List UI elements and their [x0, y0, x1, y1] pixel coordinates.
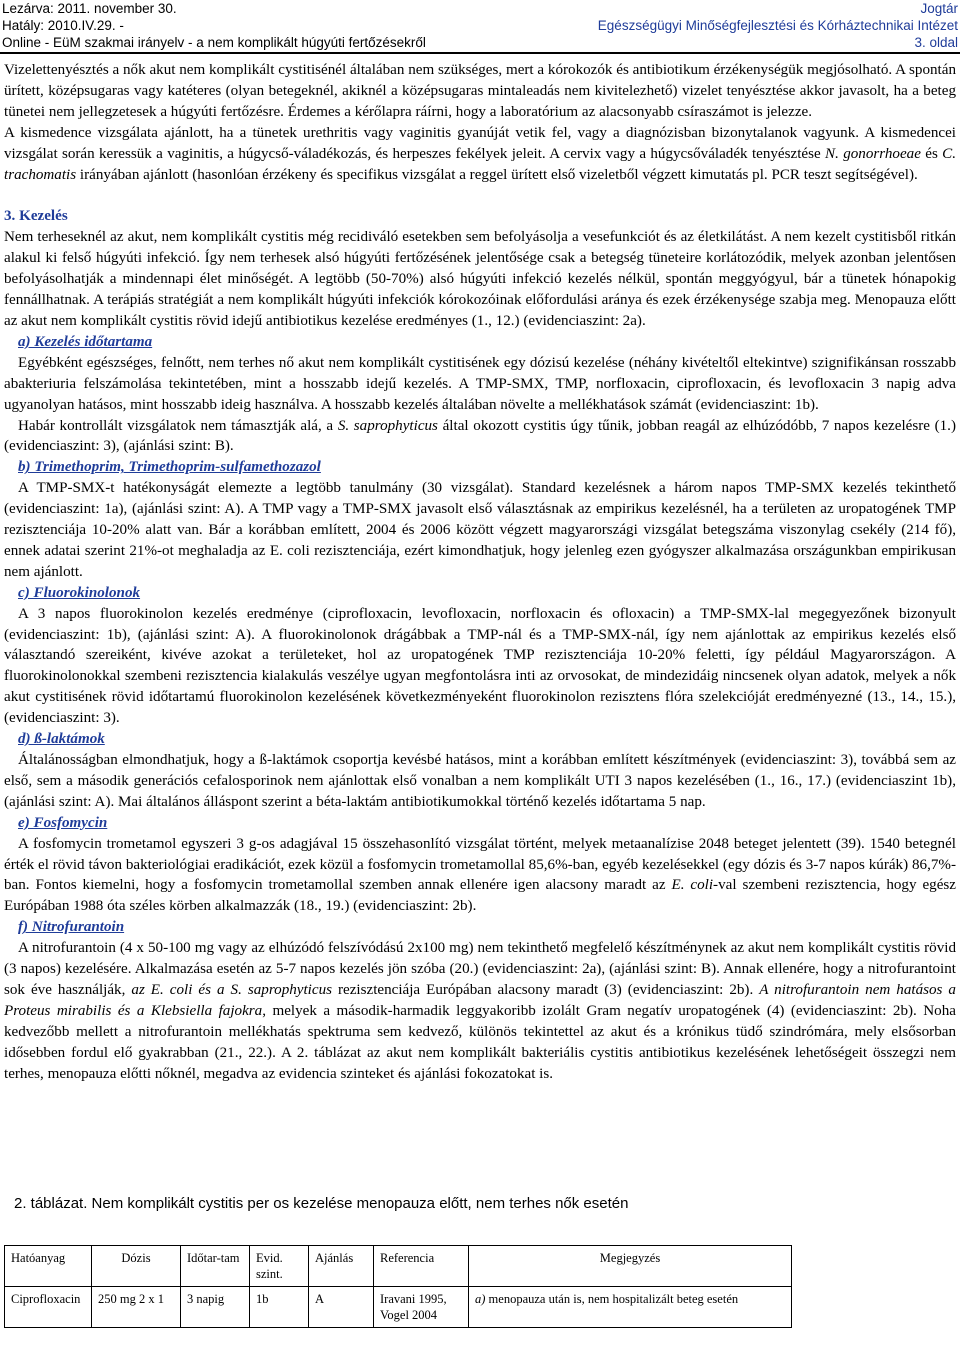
treatment-table: [4, 1245, 792, 1328]
paragraph-tmp: A TMP-SMX-t hatékonyságát elemezte a legtöbb tanulmány (30 vizsgálat). Standard kezelésnek a három napos TMP-SMX kezelés tekinthető (evidenciaszint: 1a), (ajánlási szint: A). A TMP vagy a TMP-SMX javasolt első választásnak az empirikus kezelésnél, ha a területen az uropatogének TMP rezisztenciája 10-20% alatt van. Bár a korábban említett, 2004 és 2006 között végzett magyarországi vizsgálat betegszáma viszonylag csekély (214 fő), ennek adatai szerint 21%-ot meghaladja az E. coli rezisztenciája, ezért kimondhatjuk, hogy jelenleg ezen gyógyszer alkalmazása országunkban empirikusan nem ajánlott.: [4, 480, 956, 580]
paragraph-beta-lactams: Általánosságban elmondhatjuk, hogy a ß-laktámok csoportja kevésbé hatásos, mint a korábban említett készítmények (evidenciaszint: 3), továbbá sem az első, sem a második generációs cefalosporinok nem ajánlottak első vonalban a nem komplikált UTI 3 napos kezelésében (1., 16., 17.) (evidenciaszint 1b), (ajánlási szint: A). Mai általános álláspont szerint a béta-laktám antibiotikumokkal történő kezelés időtartama 5 nap.: [4, 752, 956, 810]
table-header-cell: Referencia: [374, 1246, 469, 1287]
header-page-number: 3. oldal: [914, 35, 958, 50]
subheading-duration: a) Kezelés időtartama: [18, 333, 153, 350]
subheading-tmp: b) Trimethoprim, Trimethoprim-sulfamethozazol: [18, 459, 321, 476]
table-header-cell: Evid. szint.: [250, 1246, 309, 1287]
subheading-beta-lactams-wrap: [4, 729, 956, 750]
table-caption: 2. táblázat. Nem komplikált cystitis per os kezelése menopauza előtt, nem terhes nők esetén: [14, 1195, 629, 1212]
header-closed-date: Lezárva: 2011. november 30.: [2, 1, 177, 16]
subheading-fluoroquinolones: c) Fluorokinolonok: [18, 584, 141, 601]
section-heading-treatment: 3. Kezelés: [4, 208, 68, 225]
table-row: [5, 1287, 792, 1328]
table-cell-dose: 250 mg 2 x 1: [92, 1287, 181, 1328]
subheading-fosfomycin: e) Fosfomycin: [18, 814, 108, 831]
subheading-nitrofurantoin: f) Nitrofurantoin: [18, 919, 125, 936]
document-body: [4, 60, 956, 1085]
paragraph-duration-1: Egyébként egészséges, felnőtt, nem terhes nő akut nem komplikált cystitisének egy dózisú kezelése (néhány kivételtől eltekintve) szignifikánsan rosszabb abakteriuria felszámolása tekintetében, mint a hosszabb idejű kezelés. A TMP-SMX, TMP, norfloxacin, ciprofloxacin, és levofloxacin 3 napig adva ugyanolyan hatásos, mint hosszabb ideig használva. A hosszabb kezelés általában növelte a mellékhatások számát (evidenciaszint: 1b).: [4, 354, 956, 413]
header-divider: [0, 52, 960, 54]
table-header-cell: Megjegyzés: [469, 1246, 792, 1287]
header-left: [2, 0, 426, 51]
paragraph-fluoroquinolones: A 3 napos fluorokinolon kezelés eredménye (ciprofloxacin, levofloxacin, norfloxacin és ofloxacin) a TMP-SMX-lal megegyezőnek bizonyult (evidenciaszint: 1b), (ajánlási szint: A). A fluorokinolonok drágábbak a TMP-nál és a TMP-SMX-nál, így nem ajánlottak az empirikus kezelés első választandó szereiként, kivéve azokat a területeket, hol az uropatogének TMP rezisztenciája 10-20% feletti, így például Magyarországon. A fluorokinolonokkal szembeni rezisztencia kialakulás veszélye ugyan megfontolásra inti az orvosokat, de mindezidáig nincsenek olyan adatok, melyek a nők akut cystitisének rövid időtartamú fluorokinolon kezelésének következményeként fluorokinolon rezisztens flóra szelekcióját eredményezné (13., 14., 15.), (evidenciaszint: 3).: [4, 605, 956, 727]
subheading-duration-wrap: [4, 332, 956, 353]
table-header-cell: Hatóanyag: [5, 1246, 92, 1287]
spacer: [4, 185, 956, 206]
paragraph-nitrofurantoin: A nitrofurantoin (4 x 50-100 mg vagy az elhúzódó felszívódású 2x100 mg) nem tekinthető megfelelő készítménynek az akut nem komplikált cystitis rövid (3 napos) kezelésére. Alkalmazása esetén az 5-7 napos kezelés jön szóba (20.) (evidenciaszint: 2a), (ajánlási szint: B). Annak ellenére, hogy a nitrofurantoint sok éve használják, az E. coli és a S. saprophyticus rezisztenciája Európában alacsony maradt (3) (evidenciaszint: 2b). A nitrofurantoin nem hatásos a Proteus mirabilis és a Klebsiella fajokra, melyek a második-harmadik leggyakoribb izolált Gram negatív uropatogének (4) (evidenciaszint: 2b). Noha kedvezőbb mellett a nitrofurantoin mellékhatás spektruma sem kedvező, különös tekintettel az akut és a krónikus tüdő szindrómára, mely elsősorban idősebben fordul elő gyakrabban (21., 22.). A 2. táblázat az akut nem komplikált bakteriális cystitis antibiotikus kezelésének lehetőségeit összegzi nem terhes, menopauza előtti nőknél, megadva az evidencia szinteket és ajánlási fokozatokat is.: [4, 940, 956, 1082]
subheading-tmp-wrap: [4, 457, 956, 478]
header-publisher: Jogtár: [920, 1, 958, 16]
table-cell-drug: Ciprofloxacin: [5, 1287, 92, 1328]
page-header: [0, 0, 960, 56]
subheading-beta-lactams: d) ß-laktámok: [18, 731, 105, 748]
paragraph-culture: Vizelettenyésztés a nők akut nem komplikált cystitisénél általában nem szükséges, mert a kórokozók és antibiotikum érzékenységük megjósolható. A spontán ürített, középsugaras vagy katéteres (olyan betegeknél, akiknél a középsugaras mintaleadás nem kivitelezhető) vizelet tenyésztése akkor javasolt, ha a beteg tünetei nem jellegzetesek a húgyúti fertőzésre. Érdemes a kérőlapra ráírni, hogy a laboratórium az alacsonyabb csíraszámot is jelezze.: [4, 62, 956, 120]
table-header-row: [5, 1246, 792, 1287]
subheading-fosfomycin-wrap: [4, 813, 956, 834]
header-right: [598, 0, 958, 51]
paragraph-treatment: Nem terheseknél az akut, nem komplikált cystitis még recidiváló esetekben sem befolyásolja a vesefunkciót és az életkilátást. A nem kezelt cystitisből ritkán alakul ki felső húgyúti infekció. Így nem terhesek alsó húgyúti fertőzésének jelentősége csak a betegség tüneteire korlátozódik, melyek azonban jelentősen befolyásolhatják a mindennapi élet minőségét. A legtöbb (50-70%) alsó húgyúti infekció kezelés nélkül, spontán meggyógyul, bár a tünetek hónapokig fennállhatnak. A terápiás stratégiát a nem komplikált húgyúti infekciók kórokozóinak előfordulási aránya és ezek érzékenysége szabja meg. Menopauza előtt az akut nem komplikált cystitis rövid idejű antibiotikus kezelése eredményes (1., 12.) (evidenciaszint: 2a).: [4, 229, 956, 329]
paragraph-fosfomycin: A fosfomycin trometamol egyszeri 3 g-os adagjával 15 összehasonlító vizsgálat történt, melyek metaanalízise 2048 beteget jelentett (39). 1540 betegnél érték el rövid távon bakteriológiai eradikációt, ezek közül a fosfomycin trometamollal 85,6%-ban, egyéb kezelésekkel (egy dózis és 3-7 napos kúrák) 86,7%-ban. Fontos kiemelni, hogy a fosfomycin trometamollal szemben annak ellenére igen alacsony maradt az E. coli-val szembeni rezisztencia, hogy egész Európában 1988 óta széles körben alkalmazzák (18., 19.) (evidenciaszint: 2b).: [4, 835, 956, 915]
table-cell-note: a) menopauza után is, nem hospitalizált beteg esetén: [469, 1287, 792, 1328]
header-validity: Hatály: 2010.IV.29. -: [2, 18, 124, 33]
table-header-cell: Ajánlás: [309, 1246, 374, 1287]
subheading-nitrofurantoin-wrap: [4, 917, 956, 938]
header-document-title: Online - EüM szakmai irányelv - a nem komplikált húgyúti fertőzésekről: [2, 35, 426, 50]
header-institute: Egészségügyi Minőségfejlesztési és Kórháztechnikai Intézet: [597, 18, 958, 33]
table-header-cell: Időtar-tam: [181, 1246, 250, 1287]
table-header-cell: Dózis: [92, 1246, 181, 1287]
table-cell-recommendation: A: [309, 1287, 374, 1328]
paragraph-duration-2: Habár kontrollált vizsgálatok nem támasztják alá, a S. saprophyticus által okozott cystitis úgy tűnik, jobban reagál az elhúzódóbb, 7 napos kezelésre (1.) (evidenciaszint: 3), (ajánlási szint: B).: [4, 417, 956, 455]
table-cell-duration: 3 napig: [181, 1287, 250, 1328]
table-cell-evidence: 1b: [250, 1287, 309, 1328]
paragraph-pelvic-exam: A kismedence vizsgálata ajánlott, ha a tünetek urethritis vagy vaginitis gyanúját vetik fel, vagy a diagnózisban bizonytalanok vagyunk. A kismedencei vizsgálat során keressük a vaginitis, a húgycső-váladékozás, és herpeszes fekélyek jeleit. A cervix vagy a húgycsőváladék tenyésztése N. gonorrhoeae és C. trachomatis irányában ajánlott (hasonlóan érzékeny és specifikus vizsgálat a reggel ürített első vizeletből végzett kimutatás pl. PCR teszt segítségével).: [4, 124, 956, 183]
table-cell-reference: Iravani 1995, Vogel 2004: [374, 1287, 469, 1328]
subheading-fluoroquinolones-wrap: [4, 583, 956, 604]
